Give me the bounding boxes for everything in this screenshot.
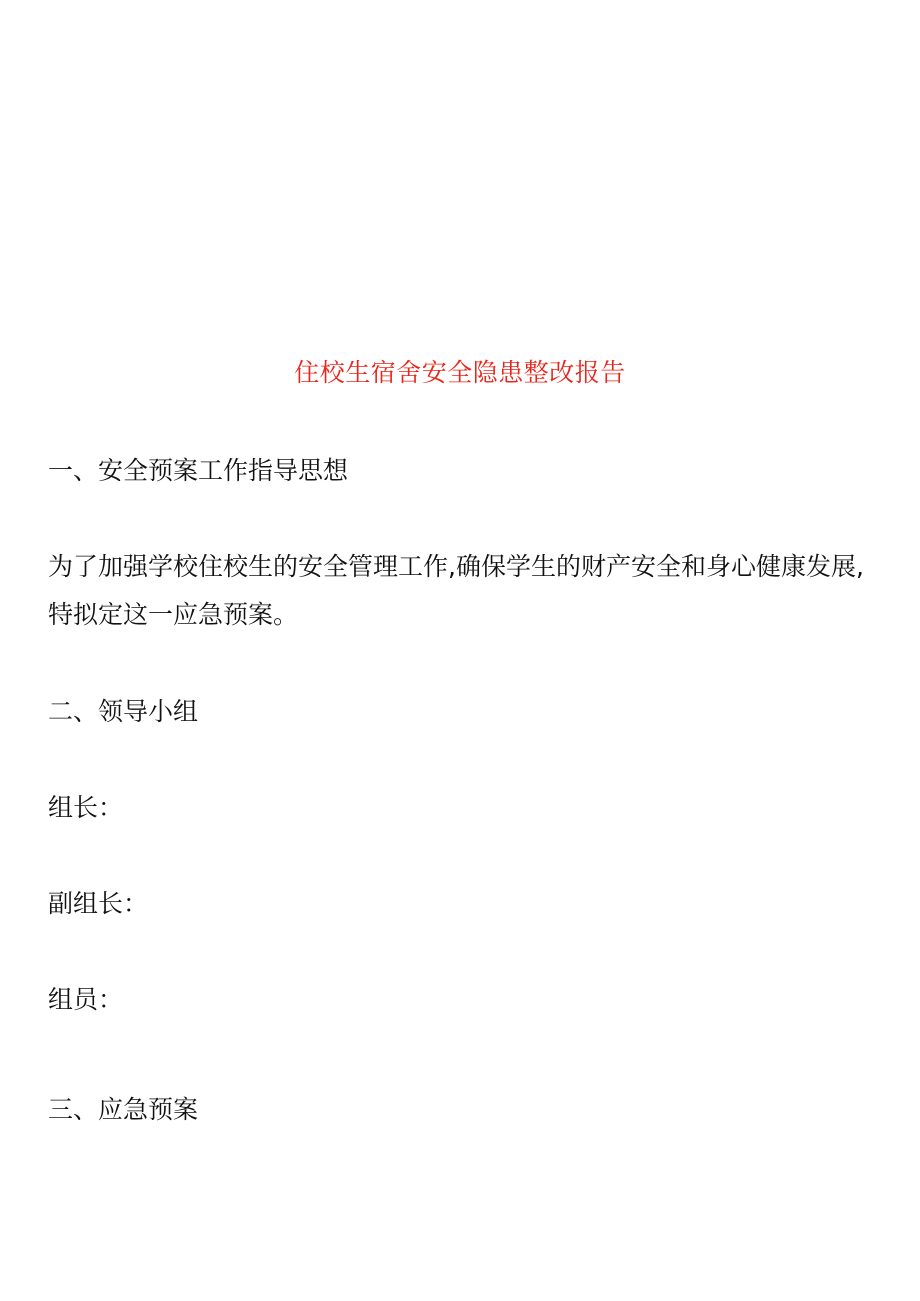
section-1-body [48, 543, 878, 639]
members-label: 组员： [48, 985, 124, 1014]
section-1-heading: 一、安全预案工作指导思想 [48, 456, 349, 485]
deputy-leader-label: 副组长： [48, 889, 149, 918]
section-2-heading: 二、领导小组 [48, 697, 199, 726]
leader-label: 组长： [48, 793, 124, 822]
section-1-body-line-2: 特拟定这一应急预案。 [48, 600, 299, 629]
section-1-body-line-1: 为了加强学校住校生的安全管理工作,确保学生的财产安全和身心健康发展, [48, 552, 864, 581]
section-3-heading: 三、应急预案 [48, 1095, 199, 1124]
document-title: 住校生宿舍安全隐患整改报告 [294, 358, 626, 387]
